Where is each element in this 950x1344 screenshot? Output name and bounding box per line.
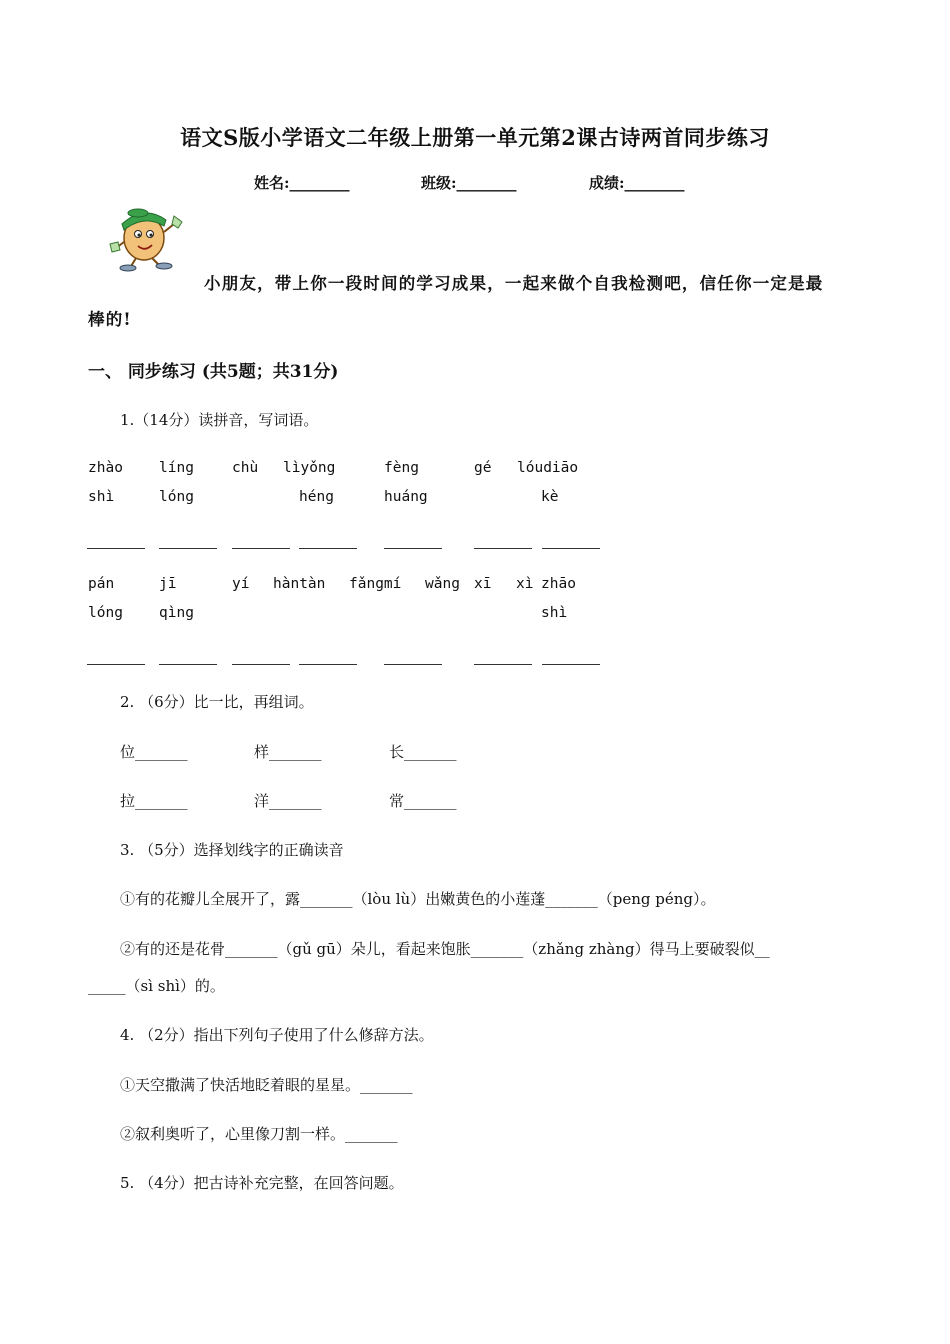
pinyin-syllable: jī <box>159 576 177 592</box>
compare-item[interactable]: 样_______ <box>254 743 322 761</box>
answer-blank-line[interactable] <box>87 664 145 665</box>
answer-blank-line[interactable] <box>384 548 442 549</box>
compare-item[interactable]: 长_______ <box>389 743 457 761</box>
pinyin-syllable: xì <box>516 576 534 592</box>
pinyin-syllable: wǎng <box>425 576 460 592</box>
question-4-line2[interactable]: ②叙利奥听了，心里像刀割一样。_______ <box>120 1125 398 1143</box>
pinyin-syllable: kè <box>541 489 559 505</box>
pinyin-syllable: chù <box>232 460 259 476</box>
pinyin-syllable: hàntàn <box>273 576 326 592</box>
answer-blank-line[interactable] <box>384 664 442 665</box>
answer-blank-line[interactable] <box>299 664 357 665</box>
question-3-line1[interactable]: ①有的花瓣儿全展开了，露_______（lòu lù）出嫩黄色的小莲蓬_______（peng péng）。 <box>120 890 716 908</box>
question-4-line1[interactable]: ①天空撒满了快活地眨着眼的星星。_______ <box>120 1076 413 1094</box>
page-title: 语文S版小学语文二年级上册第一单元第2课古诗两首同步练习 <box>180 125 770 150</box>
question-4-stem: 4. （2分）指出下列句子使用了什么修辞方法。 <box>120 1026 434 1044</box>
pinyin-syllable: zhāo <box>541 576 576 592</box>
question-3-stem: 3. （5分）选择划线字的正确读音 <box>120 841 344 859</box>
question-5-stem: 5. （4分）把古诗补充完整，在回答问题。 <box>120 1174 404 1192</box>
pinyin-syllable: fèng <box>384 460 419 476</box>
score-field[interactable]: 成绩:________ <box>589 174 685 192</box>
pinyin-syllable: yí <box>232 576 250 592</box>
compare-item[interactable]: 常_______ <box>389 792 457 810</box>
question-1-stem: 1.（14分）读拼音，写词语。 <box>120 411 319 429</box>
answer-blank-line[interactable] <box>232 664 290 665</box>
answer-blank-line[interactable] <box>159 664 217 665</box>
pinyin-syllable: gé <box>474 460 492 476</box>
pinyin-syllable: héng <box>299 489 334 505</box>
intro-text-line2: 棒的! <box>88 310 132 329</box>
class-field[interactable]: 班级:________ <box>421 174 517 192</box>
pinyin-syllable: lóudiāo <box>517 460 579 476</box>
answer-blank-line[interactable] <box>474 548 532 549</box>
answer-blank-line[interactable] <box>87 548 145 549</box>
pinyin-syllable: zhào <box>88 460 123 476</box>
name-field[interactable]: 姓名:________ <box>254 174 350 192</box>
pinyin-syllable: lóng <box>88 605 123 621</box>
section-heading: 一、 同步练习 (共5题；共31分) <box>88 362 339 382</box>
answer-blank-line[interactable] <box>474 664 532 665</box>
pinyin-syllable: líng <box>159 460 194 476</box>
compare-item[interactable]: 洋_______ <box>254 792 322 810</box>
intro-text-line1: 小朋友，带上你一段时间的学习成果，一起来做个自我检测吧，信任你一定是最 <box>204 274 824 293</box>
pinyin-syllable: shì <box>88 489 115 505</box>
question-3-line2[interactable]: ②有的还是花骨_______（gǔ gū）朵儿，看起来饱胀_______（zhǎng zhàng）得马上要破裂似__ <box>120 940 770 958</box>
mascot-illustration <box>108 202 188 272</box>
pinyin-syllable: pán <box>88 576 115 592</box>
compare-item[interactable]: 拉_______ <box>120 792 188 810</box>
answer-blank-line[interactable] <box>542 548 600 549</box>
answer-blank-line[interactable] <box>232 548 290 549</box>
compare-item[interactable]: 位_______ <box>120 743 188 761</box>
question-3-line3[interactable]: _____（sì shì）的。 <box>88 977 225 995</box>
answer-blank-line[interactable] <box>299 548 357 549</box>
pinyin-syllable: fǎngmí <box>349 576 402 592</box>
pinyin-syllable: lóng <box>159 489 194 505</box>
pinyin-syllable: shì <box>541 605 568 621</box>
answer-blank-line[interactable] <box>542 664 600 665</box>
question-2-stem: 2. （6分）比一比，再组词。 <box>120 693 314 711</box>
pinyin-syllable: huáng <box>384 489 428 505</box>
pinyin-syllable: xī <box>474 576 492 592</box>
pinyin-syllable: qìng <box>159 605 194 621</box>
answer-blank-line[interactable] <box>159 548 217 549</box>
pinyin-syllable: lìyǒng <box>283 460 336 476</box>
